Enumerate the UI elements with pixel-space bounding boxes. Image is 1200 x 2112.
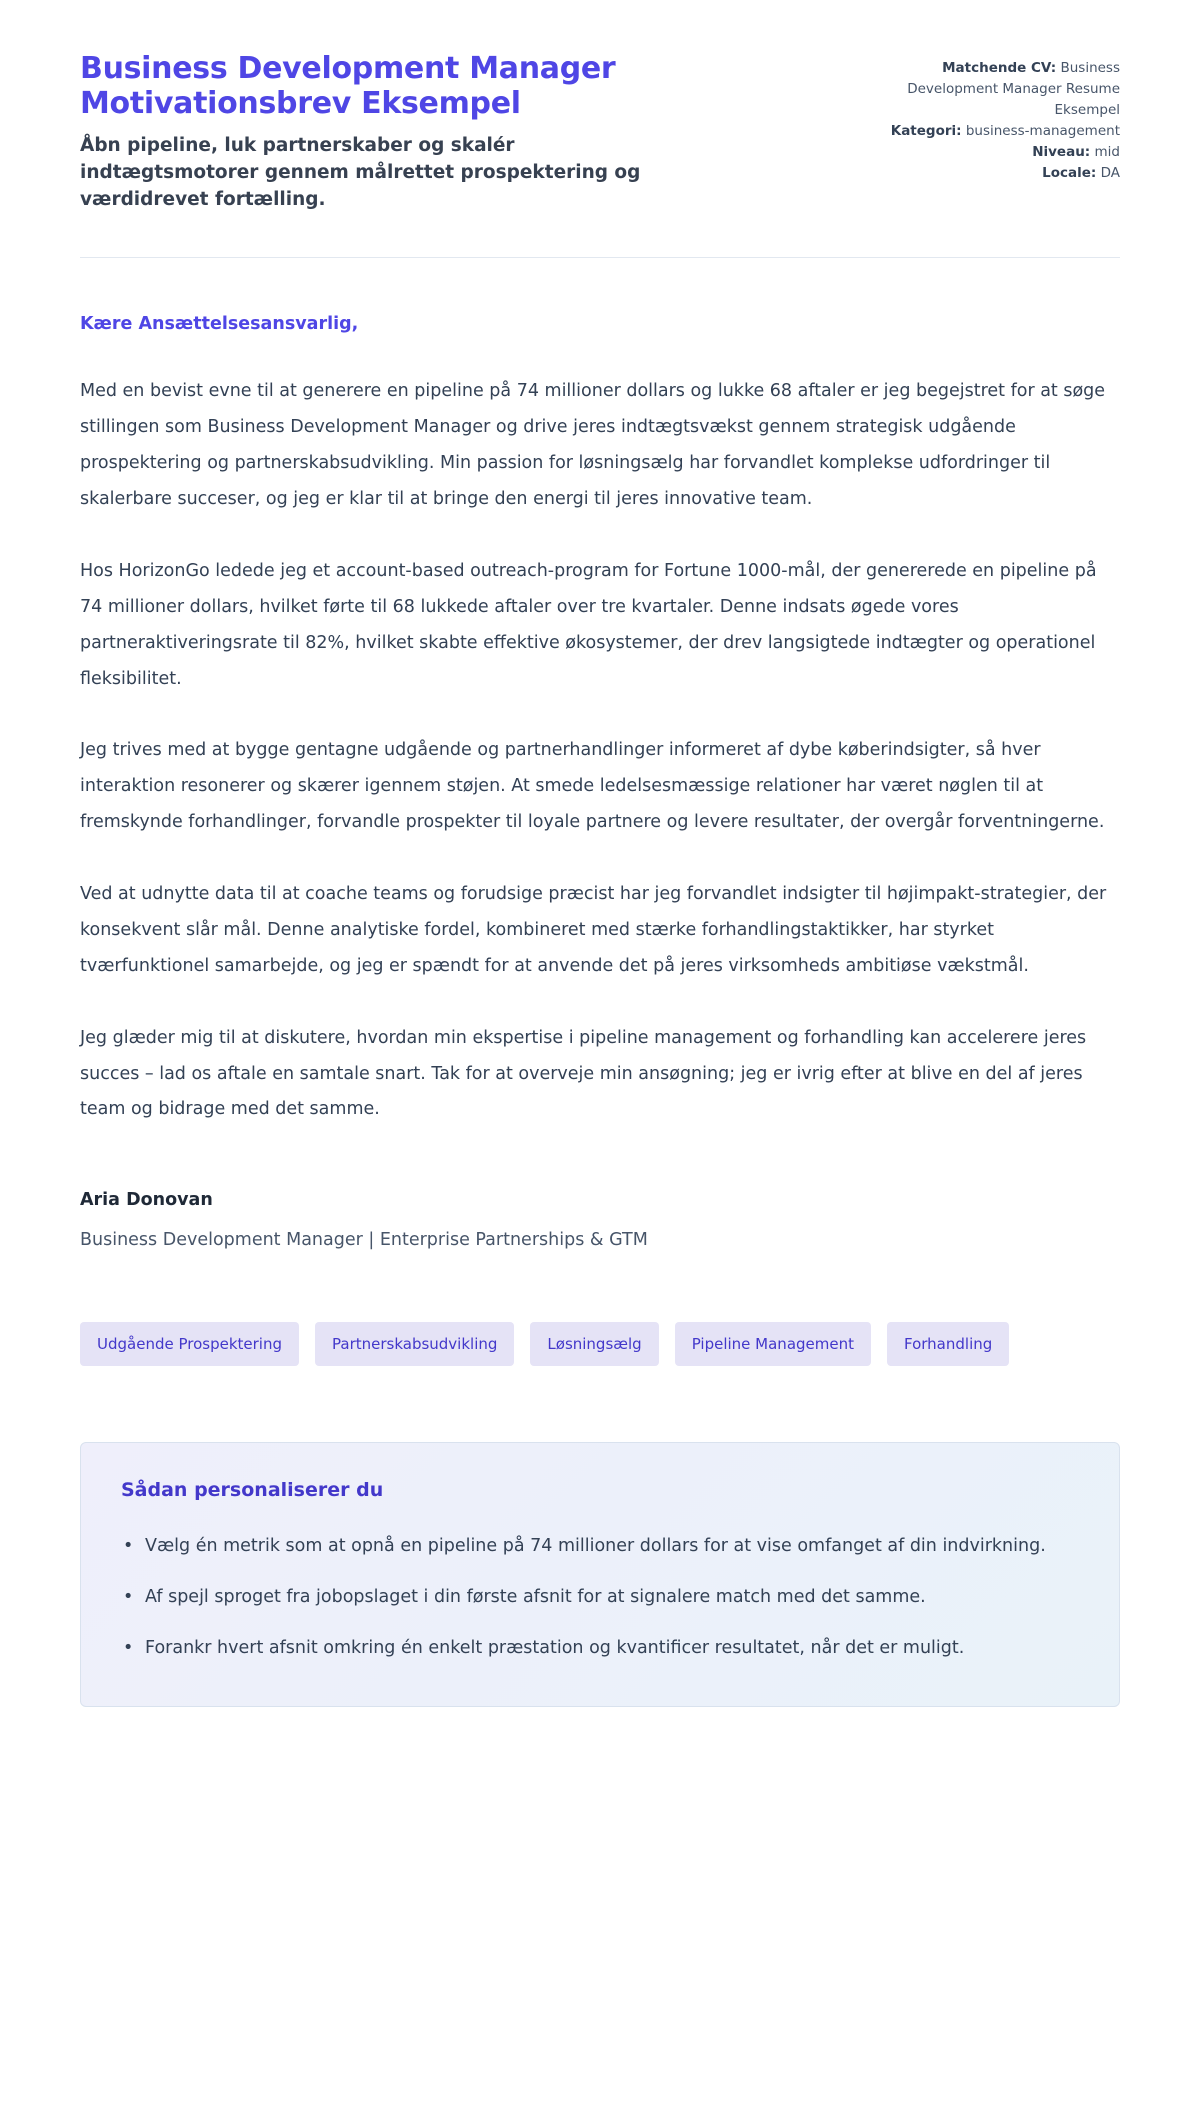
skill-tag-list — [80, 1322, 1120, 1366]
header-titles — [80, 52, 665, 213]
skill-tag[interactable]: Partnerskabsudvikling — [315, 1322, 514, 1366]
header — [80, 52, 1120, 213]
skill-tag[interactable]: Forhandling — [887, 1322, 1009, 1366]
meta-panel — [885, 58, 1120, 184]
meta-locale-value: DA — [1100, 164, 1120, 181]
meta-category-label: Kategori: — [890, 122, 962, 139]
callout-bullet-list — [105, 1529, 1089, 1666]
personalization-callout — [80, 1442, 1120, 1707]
letter-greeting: Kære Ansættelsesansvarlig, — [80, 314, 359, 335]
callout-bullet: • Af spejl sproget fra jobopslaget i din første afsnit for at signalere match med det samme. — [105, 1580, 1089, 1615]
callout-bullet: • Vælg én metrik som at opnå en pipeline på 74 millioner dollars for at vise omfanget af din indvirkning. — [105, 1529, 1089, 1564]
letter-paragraph: Jeg trives med at bygge gentagne udgående og partnerhandlinger informeret af dybe køberindsigter, så hver interaktion resonerer og skærer igennem støjen. At smede ledelsesmæssige relationer har været nøglen til at fremskynde forhandlinger, forvandle prospekter til loyale partnere og levere resultater, der overgår forventningerne. — [80, 740, 1105, 833]
meta-locale-label: Locale: — [1042, 164, 1097, 181]
meta-matching-cv-value: Business Development Manager Resume Eksempel — [907, 60, 1120, 118]
page-subtitle: Åbn pipeline, luk partnerskaber og skalér indtægtsmotorer gennem målrettet prospektering og værdidrevet fortælling. — [80, 135, 641, 210]
callout-title: Sådan personaliserer du — [121, 1479, 384, 1502]
signature-title: Business Development Manager | Enterprise Partnerships & GTM — [80, 1230, 648, 1251]
meta-level-label: Niveau: — [1032, 143, 1091, 160]
skill-tag[interactable]: Udgående Prospektering — [80, 1322, 299, 1366]
letter-body — [80, 314, 1120, 1250]
skill-tag[interactable]: Pipeline Management — [675, 1322, 871, 1366]
meta-level-value: mid — [1094, 143, 1120, 160]
letter-paragraphs — [80, 374, 1120, 1128]
letter-paragraph: Jeg glæder mig til at diskutere, hvordan min ekspertise i pipeline management og forhandling kan accelerere jeres succes – lad os aftale en samtale snart. Tak for at overveje min ansøgning; jeg er ivrig efter at blive en del af jeres team og bidrage med det samme. — [80, 1027, 1087, 1120]
meta-matching-cv-label: Matchende CV: — [942, 60, 1057, 76]
callout-bullet: • Forankr hvert afsnit omkring én enkelt præstation og kvantificer resultatet, når det er muligt. — [105, 1631, 1089, 1666]
meta-category-value: business-management — [965, 122, 1120, 139]
skill-tag[interactable]: Løsningsælg — [530, 1322, 658, 1366]
letter-paragraph: Med en bevist evne til at generere en pipeline på 74 millioner dollars og lukke 68 aftaler er jeg begejstret for at søge stillingen som Business Development Manager og drive jeres indtægtsvækst gennem strategisk udgående prospektering og partnerskabsudvikling. Min passion for løsningsælg har forvandlet komplekse udfordringer til skalerbare succeser, og jeg er klar til at bringe den energi til jeres innovative team. — [80, 381, 1106, 510]
signature-name: Aria Donovan — [80, 1190, 213, 1211]
letter-paragraph: Ved at udnytte data til at coache teams og forudsige præcist har jeg forvandlet indsigter til højimpakt-strategier, der konsekvent slår mål. Denne analytiske fordel, kombineret med stærke forhandlingstaktikker, har styrket tværfunktionel samarbejde, og jeg er spændt for at anvende det på jeres virksomheds ambitiøse vækstmål. — [80, 884, 1107, 976]
header-divider — [80, 257, 1120, 258]
letter-paragraph: Hos HorizonGo ledede jeg et account-based outreach-program for Fortune 1000-mål, der genererede en pipeline på 74 millioner dollars, hvilket førte til 68 lukkede aftaler over tre kvartaler. Denne indsats øgede vores partneraktiveringsrate til 82%, hvilket skabte effektive økosystemer, der drev langsigtede indtægter og operationel fleksibilitet. — [80, 560, 1097, 689]
page-title: Business Development Manager Motivationsbrev Eksempel — [80, 51, 616, 121]
